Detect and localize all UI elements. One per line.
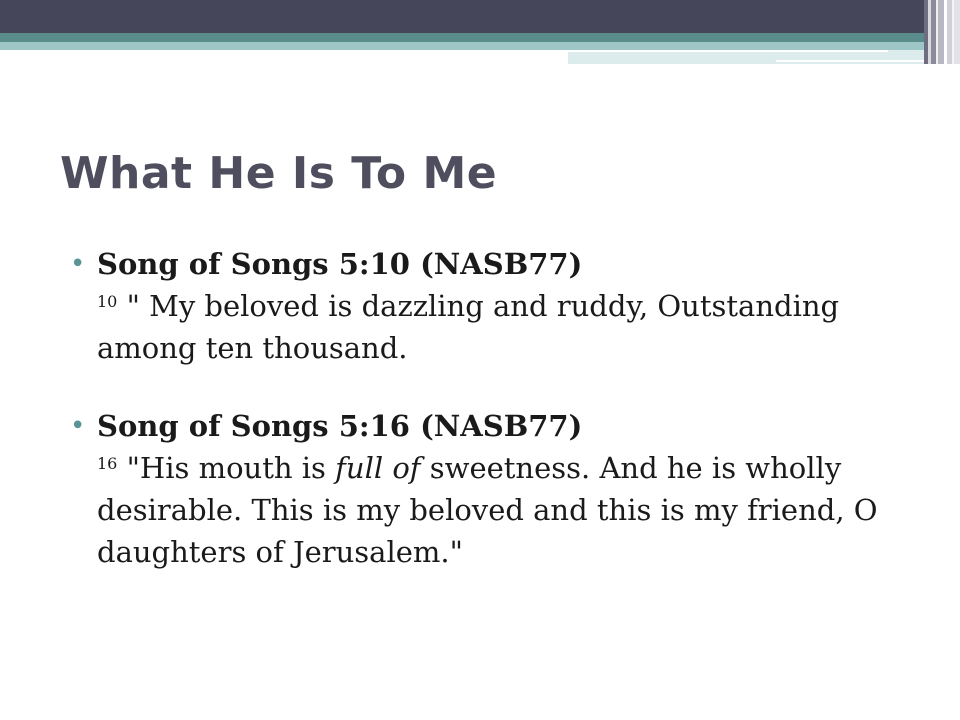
bullet-dot-icon: • xyxy=(70,411,86,441)
scripture-reference: Song of Songs 5:10 (NASB77) xyxy=(97,247,583,281)
verse-number: 16 xyxy=(97,454,118,473)
bullet-item xyxy=(70,243,910,369)
header-bar-light xyxy=(0,42,960,50)
slide-title: What He Is To Me xyxy=(60,148,498,199)
header-stripes xyxy=(924,0,960,64)
header-divider-line xyxy=(568,50,888,52)
slide-content xyxy=(70,243,910,609)
header-bar-dark xyxy=(0,0,960,33)
verse-text: "His mouth is xyxy=(117,451,336,485)
bullet-dot-icon: • xyxy=(70,249,86,279)
verse-text-continued: sweetness. And he is wholly desirable. This is my beloved and this is my friend, O daughters of Jerusalem." xyxy=(97,451,878,569)
verse-text: " My beloved is dazzling and ruddy, Outstanding among ten thousand. xyxy=(97,289,840,365)
bullet-item xyxy=(70,405,910,573)
header-bar-teal xyxy=(0,33,960,42)
verse-number: 10 xyxy=(97,292,118,311)
verse-text-italic: full of xyxy=(335,451,421,485)
scripture-reference: Song of Songs 5:16 (NASB77) xyxy=(97,409,583,443)
